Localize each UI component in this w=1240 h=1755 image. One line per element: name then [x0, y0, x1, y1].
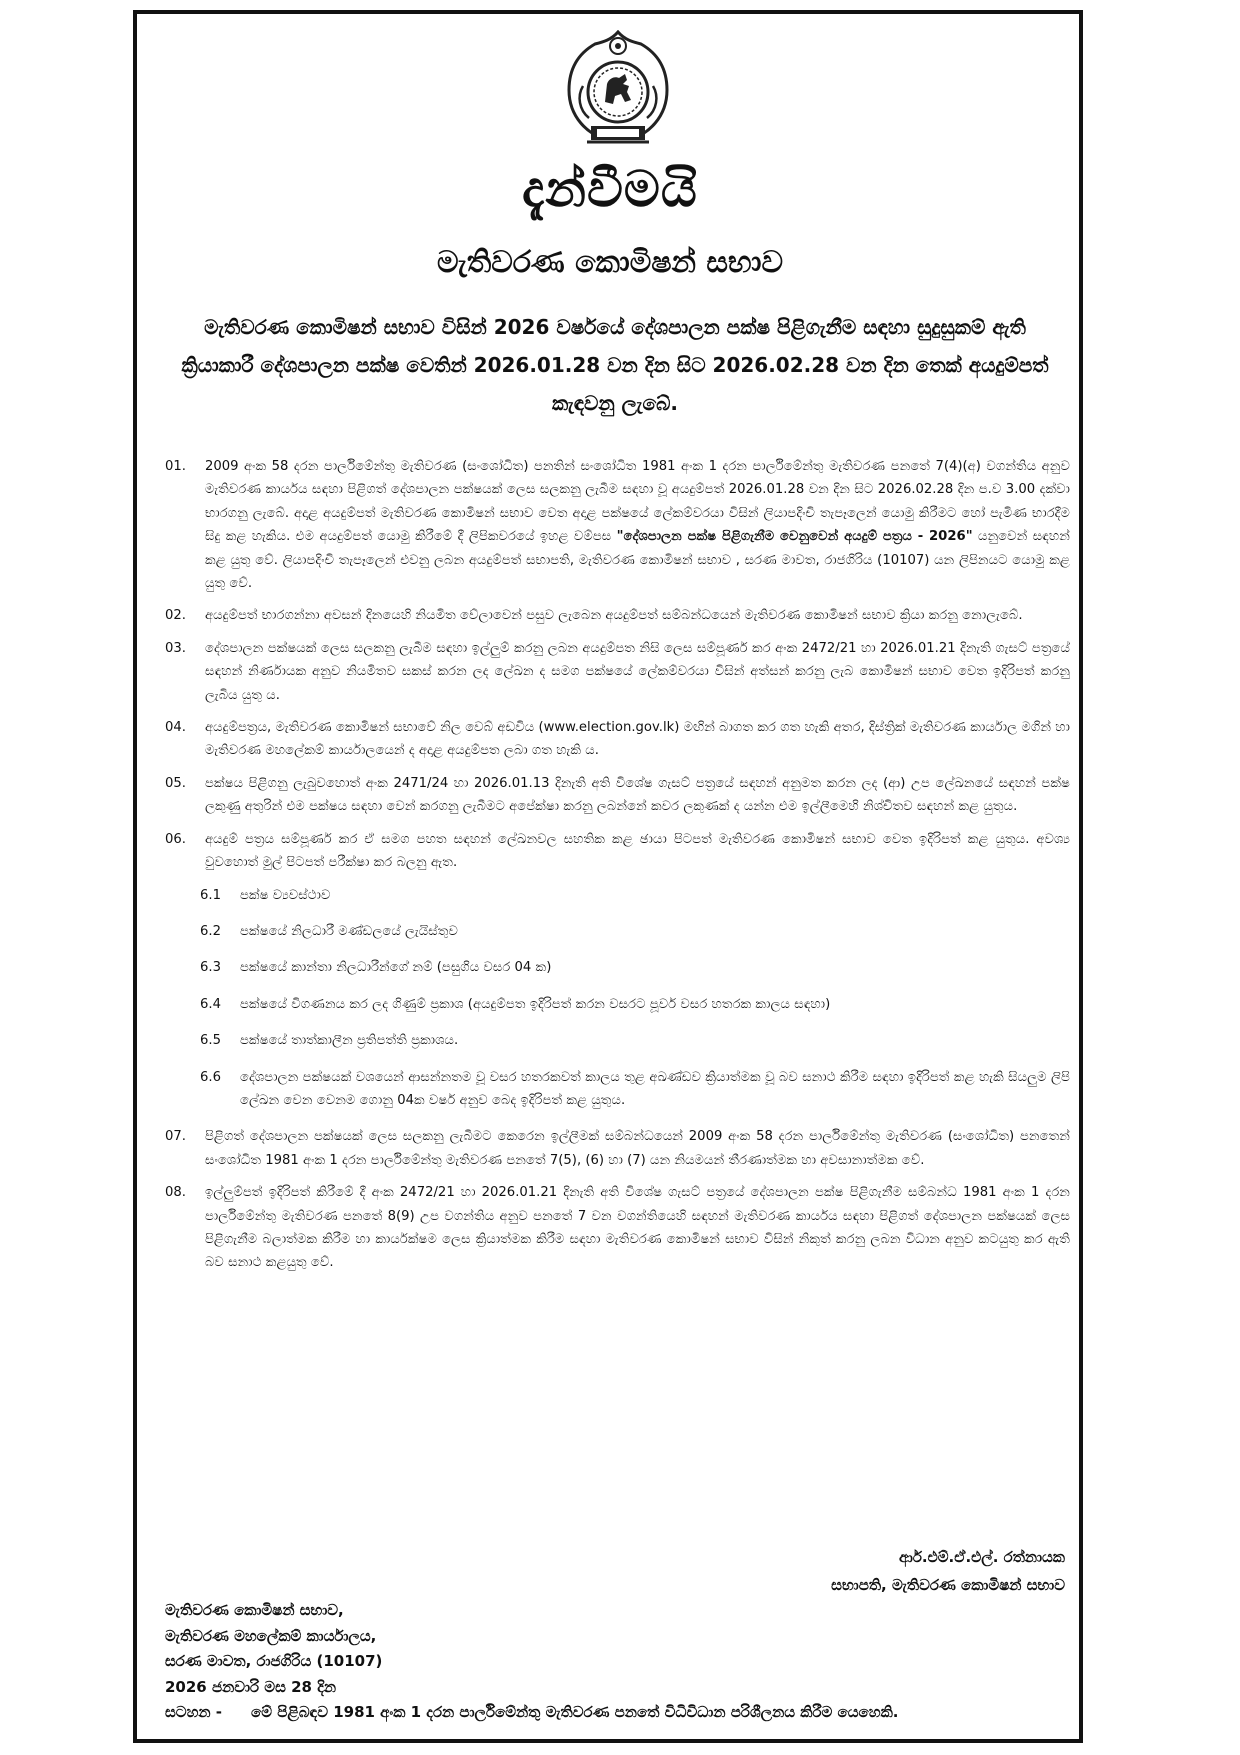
paragraph-number: 05. [165, 775, 186, 791]
paragraph-number: 03. [165, 640, 186, 656]
paragraph-07 [165, 1125, 1070, 1172]
paragraph-text-part: යනුවෙන් සඳහන් කළ යුතු වේ. ලියාපදිංචි තැපෑලෙන් එවනු ලබන අයදුම්පත් සභාපති, මැතිවරණ කොමිෂන් සභාව , සරණ මාවත, රාජගිරිය (10107) යන ලිපිනයට යොමු කළ යුතු වේ. [205, 529, 1070, 592]
paragraph-text: අයදුම් පත්‍රය සම්පූර්ණ කර ඒ සමග පහත සඳහන් ලේඛනවල සහතික කළ ඡායා පිටපත් මැතිවරණ කොමිෂන් සභාව වෙත ඉදිරිපත් කළ යුතුය. අවශ්‍ය වුවහොත් මුල් පිටපත් පරීක්ෂා කර බලනු ඇත. [205, 831, 1070, 871]
paragraph-number: 01. [165, 459, 186, 474]
address-line: මැතිවරණ කොමිෂන් සභාව, [165, 1601, 344, 1619]
signatory-title: සභාපති, මැතිවරණ කොමිෂන් සභාව [831, 1576, 1065, 1594]
application-title-quote: "දේශපාලන පක්ෂ පිළිගැනීම වෙනුවෙන් අයදුම් පත්‍රය - 2026" [616, 529, 973, 545]
national-emblem-icon [563, 30, 673, 148]
paragraph-03 [165, 637, 1070, 707]
list-item [200, 993, 1070, 1016]
list-item-number: 6.6 [200, 1069, 221, 1085]
paragraph-text: ඉල්ලුම්පත් ඉදිරිපත් කිරීමේ දී අංක 2472/21 හා 2026.01.21 දිනැති අති විශේෂ ගැසට් පත්‍රයේ දේශපාලන පක්ෂ පිළිගැනීම සම්බන්ධ 1981 අංක 1 දරන පාර්ලිමේන්තු මැතිවරණ පනතේ 8(9) උප වගන්තිය අනුව පනතේ 7 වන වගන්තියෙහි සඳහන් මැතිවරණ කාර්යය සඳහා පිළිගත් දේශපාලන පක්ෂයක් ලෙස පිළිගැනීම බලාත්මක කිරීම හා කාර්යක්ෂම ලෙස ක්‍රියාත්මක කිරීම සඳහා මැතිවරණ කොමිෂන් සභාව විසින් නිකුත් කරනු ලබන විධාන අනුව කටයුතු කර ඇති බව සනාථ කළයුතු වේ. [205, 1185, 1070, 1271]
paragraph-number: 08. [165, 1185, 186, 1201]
signatory-name: ආර්.එම්.ඒ.එල්. රත්නායක [899, 1548, 1065, 1566]
footer-note [165, 1700, 1075, 1726]
list-item-number: 6.5 [200, 1033, 221, 1049]
list-item [200, 884, 1070, 907]
paragraph-01 [165, 455, 1070, 595]
list-item [200, 1029, 1070, 1052]
paragraph-number: 02. [165, 608, 186, 624]
list-item-number: 6.3 [200, 960, 221, 976]
list-item-text: පක්ෂයේ නිලධාරී මණ්ඩලයේ ලැයිස්තුව [240, 923, 458, 939]
paragraph-text [205, 455, 1070, 595]
issue-date: 2026 ජනවාරි මස 28 දින [165, 1677, 337, 1696]
paragraph-text: දේශපාලන පක්ෂයක් ලෙස සලකනු ලැබීම සඳහා ඉල්ලුම් කරනු ලබන අයදුම්පත නිසි ලෙස සම්පූර්ණ කර අංක 2472/21 හා 2026.01.21 දිනැති ගැසට් පත්‍රයේ සඳහන් නිර්ණායක අනුව නියමිතව සකස් කරන ලද ලේඛන ද සමග පක්ෂයේ ලේකම්වරයා විසින් අත්සන් කරනු ලැබ කොමිෂන් සභාව වෙත ඉදිරිපත් කරනු ලැබිය යුතු ය. [205, 640, 1070, 703]
list-item-number: 6.1 [200, 887, 221, 903]
list-item [200, 920, 1070, 943]
paragraph-text-part: 2009 අංක 58 දරන පාර්ලිමේන්තු මැතිවරණ (සංශෝධිත) පනතින් සංශෝධිත 1981 අංක 1 දරන පාර්ලිමේන්තු මැතිවරණ පනතේ 7(4)(අ) වගන්තිය අනුව මැතිවරණ කාර්යය සඳහා පිළිගත් දේශපාලන පක්ෂයක් ලෙස සලකනු ලැබීම සඳහා වූ අයදුම්පත් 2026.01.28 වන දින සිට 2026.02.28 දින ප.ව 3.00 දක්වා භාරගනු ලැබේ. අදාළ අයදුම්පත් මැතිවරණ කොමිෂන් සභාව වෙත අදාළ පක්ෂයේ ලේකම්වරයා විසින් ලියාපදිංචි තැපෑලෙන් යොමු කිරීමට හෝ පැමිණ භාරදීම සිදු කළ හැකිය. එම අයදුම්පත් යොමු කිරීමේ දී ලිපිකවරයේ ඉහළ වම්පස [205, 459, 1070, 545]
paragraph-number: 04. [165, 720, 186, 736]
list-item [200, 956, 1070, 979]
paragraph-text: අයදුම්පත් භාරගන්නා අවසන් දිනයෙහි නියමිත වේලාවෙන් පසුව ලැබෙන අයදුම්පත් සම්බන්ධයෙන් මැතිවරණ කොමිෂන් සභාව ක්‍රියා කරනු නොලැබේ. [205, 608, 1023, 624]
list-item-text: පක්ෂයේ විගණනය කර ලද ගිණුම් ප්‍රකාශ (අයදුම්පත ඉදිරිපත් කරන වසරට පූර්ව වසර හතරක කාලය සඳහා) [240, 996, 831, 1012]
organization-name: මැතිවරණ කොමිෂන් සභාව [436, 245, 784, 280]
note-label: සටහන - [165, 1703, 223, 1721]
paragraph-02 [165, 604, 1070, 627]
note-text: මේ පිළිබඳව 1981 අංක 1 දරන පාර්ලිමේන්තු මැතිවරණ පනතේ විධිවිධාන පරිශීලනය කිරීම යෙහෙකි. [251, 1703, 899, 1721]
address-line: සරණ මාවත, රාජගිරිය (10107) [165, 1652, 383, 1670]
paragraph-text: පක්ෂය පිළිගනු ලැබුවහොත් අංක 2471/24 හා 2026.01.13 දිනැති අති විශේෂ ගැසට් පත්‍රයේ සඳහන් අනුමත කරන ලද (ආ) උප ලේඛනයේ සඳහන් පක්ෂ ලකුණු අතුරින් එම පක්ෂය සඳහා වෙන් කරගනු ලැබීමට අපේක්ෂා කරනු ලබන්නේ කවර ලකුණක් ද යන්න එම ඉල්ලීමෙහි නිශ්චිතව සඳහන් කළ යුතුය. [205, 775, 1070, 815]
paragraph-text: පිළිගත් දේශපාලන පක්ෂයක් ලෙස සලකනු ලැබීමට කෙරෙන ඉල්ලීමක් සම්බන්ධයෙන් 2009 අංක 58 දරන පාර්ලිමේන්තු මැතිවරණ (සංශෝධිත) පනතෙන් සංශෝධිත 1981 අංක 1 දරන පාර්ලිමේන්තු මැතිවරණ පනතේ 7(5), (6) හා (7) යන නියමයන් තීරණාත්මක හා අවසානාත්මක වේ. [205, 1129, 1070, 1168]
paragraph-06 [165, 828, 1070, 875]
page-title: දැන්වීමයි [522, 160, 698, 218]
paragraph-text: අයදුම්පත්‍රය, මැතිවරණ කොමිෂන් සභාවේ නිල වෙබ් අඩවිය (www.election.gov.lk) මඟින් බාගත කර ගත හැකි අතර, දිස්ත්‍රික් මැතිවරණ කාර්යාල මගින් හා මැතිවරණ මහලේකම් කාර්යාලයෙන් ද අදාළ අයදුම්පත ලබා ගත හැකි ය. [205, 720, 1070, 759]
list-item-text: දේශපාලන පක්ෂයක් වශයෙන් ආසන්නතම වූ වසර හතරකවත් කාලය තුළ අඛණ්ඩව ක්‍රියාත්මක වූ බව සනාථ කිරීම සඳහා ඉදිරිපත් කළ හැකි සියලුම ලිපි ලේඛන වෙන වෙනම ගොනු 04ක වර්ෂ අනුව බෙද ඉදිරිපත් කළ යුතුය. [240, 1069, 1070, 1108]
list-item-text: පක්ෂයේ කාන්තා නිලධාරීන්ගේ නම් (පසුගිය වසර 04 ක) [240, 960, 552, 976]
list-item-text: පක්ෂයේ තාත්කාලීන ප්‍රතිපත්ති ප්‍රකාශය. [240, 1033, 459, 1049]
paragraph-08 [165, 1181, 1070, 1275]
footer-address [165, 1598, 1075, 1726]
address-line: මැතිවරණ මහලේකම් කාර්යාලය, [165, 1626, 377, 1645]
list-item-number: 6.2 [200, 923, 221, 939]
notice-body [165, 455, 1070, 1284]
signature-block [831, 1543, 1065, 1599]
paragraph-number: 06. [165, 831, 186, 847]
list-item-text: පක්ෂ ව්‍යවස්ථාව [240, 887, 331, 903]
list-item [200, 1066, 1070, 1113]
paragraph-05 [165, 772, 1070, 819]
paragraph-number: 07. [165, 1129, 186, 1145]
intro-statement: මැතිවරණ කොමිෂන් සභාව විසින් 2026 වර්ෂයේ දේශපාලන පක්ෂ පිළිගැනීම සඳහා සුදුසුකම් ඇති ක්‍රියාකාරී දේශපාලන පක්ෂ වෙතින් 2026.01.28 වන දින සිට 2026.02.28 වන දින තෙක් අයදුම්පත් කැඳවනු ලැබේ. [181, 315, 1049, 415]
paragraph-04 [165, 716, 1070, 763]
list-item-number: 6.4 [200, 996, 221, 1012]
